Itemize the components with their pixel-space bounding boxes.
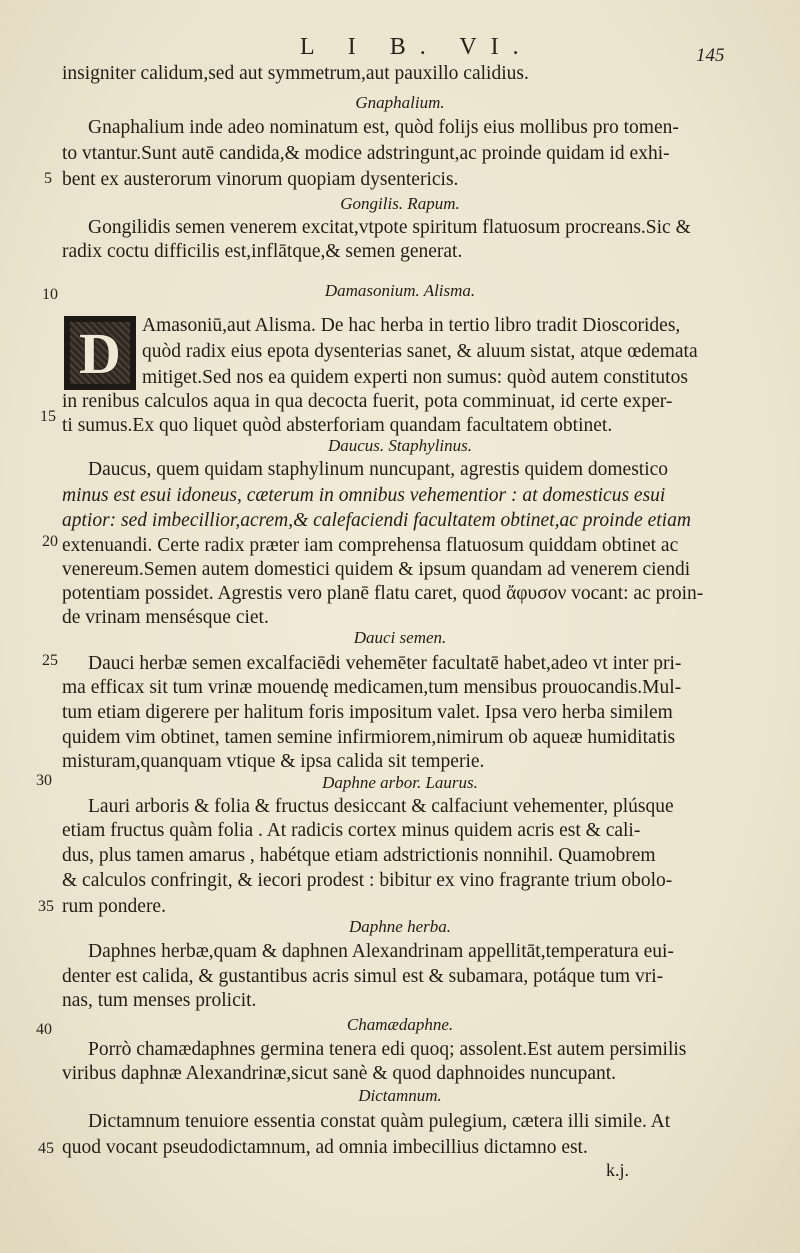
text-line: Lauri arboris & folia & fructus desiccant & calfaciunt vehementer, plúsque (88, 796, 674, 817)
initial-letter: D (79, 320, 121, 386)
page-number: 145 (696, 45, 725, 66)
text-line: Gongilidis semen venerem excitat,vtpote spiritum flatuosum procreans.Sic & (88, 217, 691, 238)
text-line: quidem vim obtinet, tamen semine infirmiorem,nimirum ob aqueæ humiditatis (62, 727, 676, 748)
greek-word: ἄφυσον (506, 583, 567, 604)
text-line: to vtantur.Sunt autē candida,& modice adstringunt,ac proinde quidam id exhi- (62, 143, 670, 164)
text-line: etiam fructus quàm folia . At radicis cortex minus quidem acris est & cali- (62, 820, 641, 841)
text-line: Porrò chamædaphnes germina tenera edi quoq; assolent.Est autem persimilis (88, 1039, 687, 1060)
text-line: mitiget.Sed nos ea quidem experti non sumus: quòd autem constitutos (142, 367, 688, 388)
margin-line-number: 5 (44, 170, 52, 187)
text-line: ti sumus.Ex quo liquet quòd absterforiam quandam facultatem obtinet. (62, 415, 613, 436)
section-heading: Gnaphalium. (355, 93, 445, 112)
text-line: venereum.Semen autem domestici quidem & ipsum quandam ad venerem ciendi (62, 559, 691, 580)
text-line: quod vocant pseudodictamnum, ad omnia imbecillius dictamno est. (62, 1137, 588, 1158)
text-run: potentiam possidet. Agrestis vero planē flatu caret, quod (62, 583, 507, 604)
text-line (62, 584, 703, 604)
margin-line-number: 20 (42, 533, 58, 550)
text-line: insigniter calidum,sed aut symmetrum,aut pauxillo calidius. (62, 63, 529, 84)
text-line: quòd radix eius epota dysenterias sanet, & aluum sistat, atque œdemata (142, 341, 698, 362)
text-line: Daucus, quem quidam staphylinum nuncupant, agrestis quidem domestico (88, 459, 669, 480)
text-line: radix coctu difficilis est,inflātque,& semen generat. (62, 241, 463, 262)
margin-line-number: 45 (38, 1140, 54, 1157)
text-run: vocant: ac proin- (566, 583, 704, 604)
text-line: tum etiam digerere per halitum foris impositum valet. Ipsa vero herba similem (62, 702, 673, 723)
text-line: ma efficax sit tum vrinæ mouendę medicamen,tum mensibus prouocandis.Mul- (62, 677, 682, 698)
catchword: k.j. (606, 1160, 630, 1180)
text-line: Daphnes herbæ,quam & daphnen Alexandrinam appellitāt,temperatura eui- (88, 941, 674, 962)
text-line: Gnaphalium inde adeo nominatum est, quòd folijs eius mollibus pro tomen- (88, 117, 679, 138)
section-heading: Dictamnum. (358, 1086, 442, 1105)
text-line: dus, plus tamen amarus , habétque etiam adstrictionis nonnihil. Quamobrem (62, 845, 656, 866)
text-line: misturam,quanquam vtique & ipsa calida sit temperie. (62, 751, 485, 772)
section-heading: Daphne herba. (349, 917, 451, 936)
text-line: in renibus calculos aqua in qua decocta fuerit, pota comminuat, id certe exper- (62, 391, 673, 412)
text-line: nas, tum menses prolicit. (62, 990, 257, 1011)
text-line: & calculos confringit, & iecori prodest : bibitur ex vino fragrante trium obolo- (62, 870, 673, 891)
decorated-initial (64, 316, 136, 390)
text-line: de vrinam mensésque ciet. (62, 607, 269, 628)
text-line: denter est calida, & gustantibus acris simul est & subamara, potáque tum vri- (62, 966, 664, 987)
text-line: minus est esui idoneus, cæterum in omnibus vehementior : at domesticus esui (62, 485, 666, 506)
section-heading: Damasonium. Alisma. (324, 281, 476, 300)
text-line: Amasoniū,aut Alisma. De hac herba in tertio libro tradit Dioscorides, (142, 315, 681, 336)
text-line: Dictamnum tenuiore essentia constat quàm pulegium, cætera illi simile. At (88, 1111, 671, 1132)
margin-line-number: 40 (36, 1021, 52, 1038)
section-heading: Daphne arbor. Laurus. (322, 773, 478, 792)
margin-line-number: 30 (36, 772, 52, 789)
text-line: rum pondere. (62, 896, 166, 917)
section-heading: Dauci semen. (353, 628, 447, 647)
margin-line-number: 25 (42, 652, 58, 669)
margin-line-number: 10 (42, 286, 58, 303)
text-line: Dauci herbæ semen excalfaciēdi vehemēter facultatē habet,adeo vt inter pri- (88, 653, 682, 674)
text-line: bent ex austerorum vinorum quopiam dysentericis. (62, 169, 459, 190)
text-line: extenuandi. Certe radix præter iam comprehensa flatuosum quiddam obtinet ac (62, 535, 679, 556)
text-line: aptior: sed imbecillior,acrem,& calefaciendi facultatem obtinet,ac proinde etiam (62, 510, 691, 531)
margin-line-number: 15 (40, 408, 56, 425)
section-heading: Daucus. Staphylinus. (327, 436, 473, 455)
running-head: L I B. VI. (300, 34, 533, 60)
section-heading: Gongilis. Rapum. (340, 194, 460, 213)
text-line: viribus daphnæ Alexandrinæ,sicut sanè & quod daphnoides nuncupant. (62, 1063, 617, 1084)
margin-line-number: 35 (38, 898, 54, 915)
section-heading: Chamædaphne. (346, 1015, 454, 1034)
